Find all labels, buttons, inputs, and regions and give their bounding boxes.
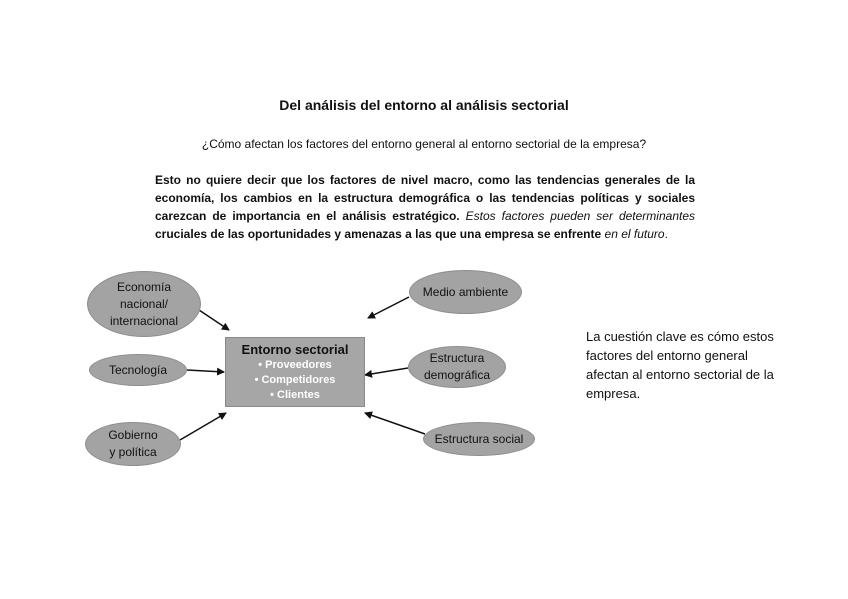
node-economia: [87, 271, 201, 337]
question-text: ¿Cómo afectan los factores del entorno general al entorno sectorial de la empresa?: [201, 137, 647, 151]
paragraph-italic-text: Estos factores pueden ser determinantes: [465, 209, 695, 223]
node-economia-line2: nacional/: [119, 296, 169, 311]
node-gobierno-line2: y política: [109, 445, 157, 459]
page-title: Del análisis del entorno al análisis sectorial: [279, 97, 569, 113]
node-estructura-social-label: Estructura social: [434, 431, 524, 446]
arrow-economia: [199, 310, 229, 330]
paragraph-end: .: [664, 227, 668, 241]
paragraph-italic-text-2: en el futuro: [604, 227, 665, 241]
node-economia-line1: Economía: [116, 279, 171, 294]
center-box-entorno-sectorial: [225, 337, 365, 407]
center-box-item: • Clientes: [270, 389, 320, 401]
paragraph-bold-text: Esto no quiere decir que los factores de nivel macro, como las tendencias generales de la economía, los cambios en la estructura demográfica o las tendencias políticas y sociales carezcan de importancia en el análisis estratégico.: [155, 173, 695, 223]
center-box-item: • Proveedores: [258, 359, 332, 371]
node-gobierno: [85, 422, 181, 466]
arrow-estructura-demografica: [365, 368, 408, 375]
arrow-estructura-social: [365, 413, 425, 434]
node-medio-ambiente: [409, 270, 522, 314]
node-estructura-demografica: [408, 346, 506, 388]
node-gobierno-line1: Gobierno: [108, 428, 158, 442]
node-medio-ambiente-label: Medio ambiente: [422, 284, 509, 299]
node-estructura-social: [423, 422, 535, 456]
node-tecnologia: [89, 354, 187, 386]
center-box-item: • Competidores: [254, 374, 336, 386]
side-note: La cuestión clave es cómo estos factores del entorno general afectan al entorno sectorial de la empresa.: [586, 329, 774, 401]
paragraph-bold-text-2: cruciales de las oportunidades y amenazas a las que una empresa se enfrente: [155, 227, 602, 241]
center-box-list: [226, 358, 364, 403]
arrow-medio-ambiente: [368, 297, 409, 318]
arrow-gobierno: [180, 413, 226, 440]
center-box-title: Entorno sectorial: [241, 342, 349, 357]
arrow-tecnologia: [187, 370, 224, 372]
node-estructura-demografica-line1: Estructura: [429, 351, 485, 365]
node-economia-line3: internacional: [109, 313, 179, 328]
node-estructura-demografica-line2: demográfica: [423, 368, 491, 382]
node-tecnologia-label: Tecnología: [108, 362, 168, 377]
